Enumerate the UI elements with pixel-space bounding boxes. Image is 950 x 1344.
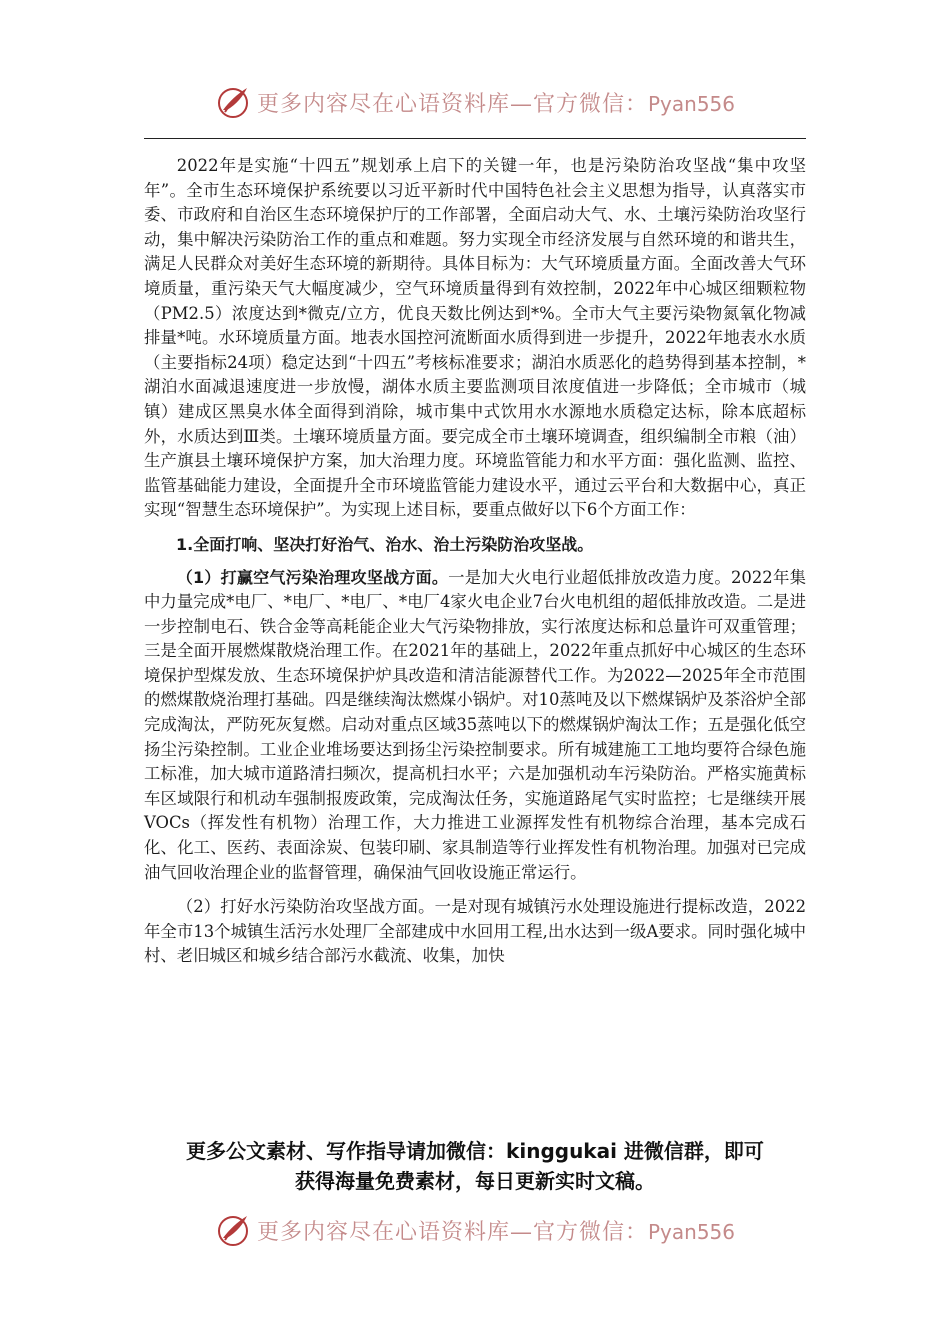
banner-text: 更多内容尽在心语资料库—官方微信：Pyan556 — [256, 91, 736, 117]
footer-line-1: 更多公文素材、写作指导请加微信：kinggukai 进微信群，即可 — [186, 1139, 764, 1163]
paragraph-air-lead: （1）打赢空气污染治理攻坚战方面。 — [176, 567, 449, 587]
footer-line-2: 获得海量免费素材，每日更新实时文稿。 — [295, 1169, 655, 1193]
quill-logo-icon — [215, 84, 251, 120]
footer-notice — [100, 1136, 850, 1196]
paragraph-water: （2）打好水污染防治攻坚战方面。一是对现有城镇污水处理设施进行提标改造，2022年全市13个城镇生活污水处理厂全部建成中水回用工程,出水达到一级A要求。同时强化城中村、老旧城区和城乡结合部污水截流、收集，加快 — [144, 897, 806, 966]
bottom-watermark-banner — [0, 1208, 950, 1252]
document-body — [144, 154, 806, 969]
top-watermark-banner — [0, 80, 950, 124]
section-heading: 1.全面打响、坚决打好治气、治水、治土污染防治攻坚战。 — [176, 534, 594, 554]
banner-text: 更多内容尽在心语资料库—官方微信：Pyan556 — [256, 1219, 736, 1245]
header-rule — [144, 138, 806, 139]
paragraph-air-body: 一是加大火电行业超低排放改造力度。2022年集中力量完成*电厂、*电厂、*电厂、*电厂4家火电企业7台火电机组的超低排放改造。二是进一步控制电石、铁合金等高耗能企业大气污染物排放，实行浓度达标和总量许可双重管理；三是全面开展燃煤散烧治理工作。在2021年的基础上，2022年重点抓好中心城区的生态环境保护型煤发放、生态环境保护炉具改造和清洁能源替代工作。为2022—2025年全市范围的燃煤散烧治理打基础。四是继续淘汰燃煤小锅炉。对10蒸吨及以下燃煤锅炉及茶浴炉全部完成淘汰，严防死灰复燃。启动对重点区域35蒸吨以下的燃煤锅炉淘汰工作；五是强化低空扬尘污染控制。工业企业堆场要达到扬尘污染控制要求。所有城建施工工地均要符合绿色施工标准，加大城市道路清扫频次，提高机扫水平；六是加强机动车污染防治。严格实施黄标车区域限行和机动车强制报废政策，完成淘汰任务，实施道路尾气实时监控；七是继续开展VOCs（挥发性有机物）治理工作，大力推进工业源挥发性有机物综合治理，基本完成石化、化工、医药、表面涂炭、包装印刷、家具制造等行业挥发性有机物治理。加强对已完成油气回收治理企业的监督管理，确保油气回收设施正常运行。 — [144, 567, 806, 882]
paragraph-air — [144, 566, 806, 886]
paragraph-intro: 2022年是实施“十四五”规划承上启下的关键一年，也是污染防治攻坚战“集中攻坚年”。全市生态环境保护系统要以习近平新时代中国特色社会主义思想为指导，认真落实市委、市政府和自治区生态环境保护厅的工作部署，全面启动大气、水、土壤污染防治攻坚行动，集中解决污染防治工作的重点和难题。努力实现全市经济发展与自然环境的和谐共生，满足人民群众对美好生态环境的新期待。具体目标为：大气环境质量方面。全面改善大气环境质量，重污染天气大幅度减少，空气环境质量得到有效控制，2022年中心城区细颗粒物（PM2.5）浓度达到*微克/立方，优良天数比例达到*%。全市大气主要污染物氮氧化物减排量*吨。水环境质量方面。地表水国控河流断面水质得到进一步提升，2022年地表水水质（主要指标24项）稳定达到“十四五”考核标准要求；湖泊水质恶化的趋势得到基本控制，*湖泊水面减退速度进一步放慢，湖体水质主要监测项目浓度值进一步降低；全市城市（城镇）建成区黑臭水体全面得到消除，城市集中式饮用水水源地水质稳定达标，除本底超标外，水质达到Ⅲ类。土壤环境质量方面。要完成全市土壤环境调查，组织编制全市粮（油）生产旗县土壤环境保护方案，加大治理力度。环境监管能力和水平方面：强化监测、监控、监管基础能力建设，全面提升全市环境监管能力建设水平，通过云平台和大数据中心，真正实现“智慧生态环境保护”。为实现上述目标，要重点做好以下6个方面工作： — [144, 156, 806, 520]
quill-logo-icon — [215, 1212, 251, 1248]
